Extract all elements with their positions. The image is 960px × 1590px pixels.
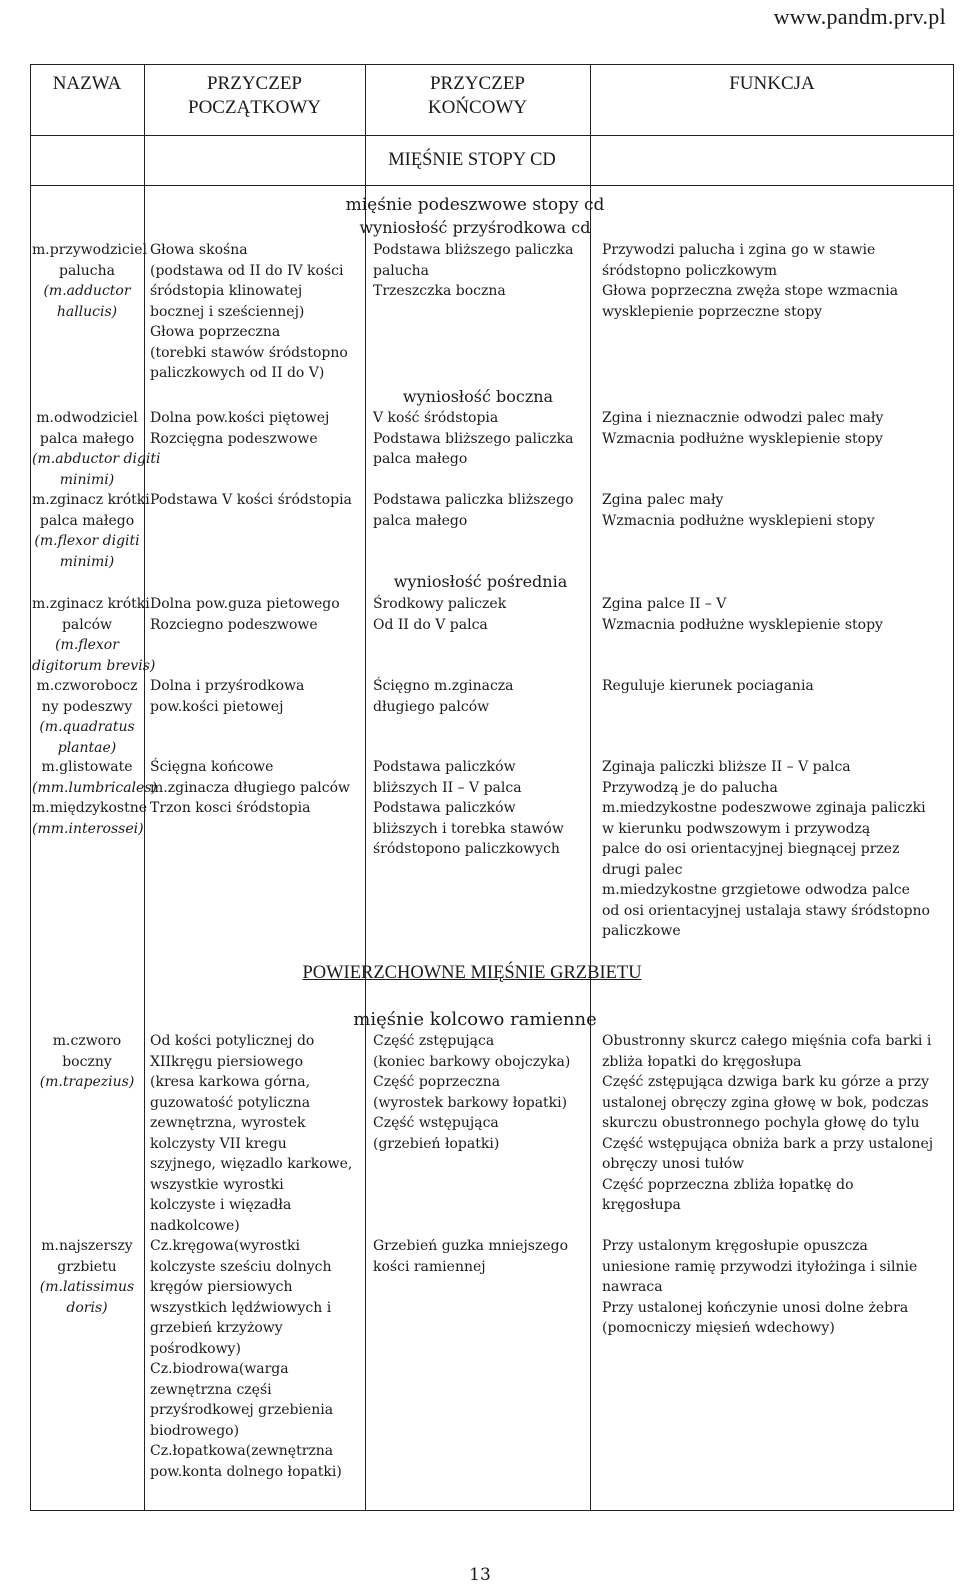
muscle-name: m.najszerszy grzbietu (m.latissimus doris) bbox=[39, 1238, 135, 1316]
function-text: Przywodzi palucha i zgina go w stawie śródstopno policzkowym Głowa poprzeczna zwęża stope wzmacnia wysklepienie poprzeczne stopy bbox=[602, 242, 899, 320]
subsection-lateral-eminence: wyniosłość boczna bbox=[402, 387, 554, 406]
function-text: Zginaja paliczki bliższe II – V palca Przywodzą je do palucha bbox=[602, 759, 851, 796]
function-text: Zgina palce II – V Wzmacnia podłużne wysklepienie stopy bbox=[602, 596, 883, 633]
subsection-medial-eminence: wyniosłość przyśrodkowa cd bbox=[359, 218, 591, 237]
origin-text: Trzon kosci śródstopia bbox=[150, 800, 311, 816]
insertion-text: V kość śródstopia Podstawa bliższego paliczka palca małego bbox=[373, 410, 574, 467]
page-number: 13 bbox=[469, 1565, 491, 1585]
header-name: NAZWA bbox=[52, 73, 122, 94]
subsection-spinohumeral: mięśnie kolcowo ramienne bbox=[353, 1009, 597, 1030]
column-divider bbox=[590, 64, 591, 1511]
website-url: www.pandm.prv.pl bbox=[773, 4, 946, 29]
header-function: FUNKCJA bbox=[729, 73, 815, 94]
insertion-text: Podstawa bliższego paliczka palucha Trzeszczka boczna bbox=[373, 242, 574, 299]
insertion-text: Grzebień guzka mniejszego kości ramiennej bbox=[373, 1238, 568, 1275]
muscle-name: m.glistowate (mm.lumbricales) bbox=[32, 759, 157, 796]
insertion-text: Podstawa paliczków bliższych II – V palca bbox=[373, 759, 522, 796]
muscle-name: m.zginacz krótki palców (m.flexor digitorum brevis) bbox=[32, 596, 156, 674]
muscle-name: m.zginacz krótki palca małego (m.flexor digiti minimi) bbox=[32, 492, 150, 570]
muscle-name: m.przywodziciel palucha (m.adductor hallucis) bbox=[32, 242, 147, 320]
subsection-middle-eminence: wyniosłość pośrednia bbox=[393, 572, 568, 591]
function-text: m.miedzykostne podeszwowe zginaja paliczki w kierunku podwszowym i przywodzą palce do osi orientacyjnej biegnącej przez drugi palec m.miedzykostne grzgietowe odwodza palce od osi orientacyjnej ustalaja stawy śródstopno paliczkowe bbox=[602, 800, 930, 939]
subsection-plantar: mięśnie podeszwowe stopy cd bbox=[345, 195, 605, 215]
origin-text: Od kości potylicznej do XIIkręgu piersiowego (kresa karkowa górna, guzowatość potyliczna zewnętrzna, wyrostek kolczysty VII kregu szyjnego, więzadlo karkowe, wszystkie wyrostki kolczyste i więzadła nadkolcowe) bbox=[150, 1033, 353, 1234]
origin-text: Dolna pow.kości piętowej Rozcięgna podeszwowe bbox=[150, 410, 330, 447]
insertion-text: Część zstępująca (koniec barkowy obojczyka) Część poprzeczna (wyrostek barkowy łopatki) Część wstępująca (grzebień łopatki) bbox=[373, 1033, 571, 1152]
origin-text: Cz.kręgowa(wyrostki kolczyste sześciu dolnych kręgów piersiowych wszystkich lędźwiowych i grzebień krzyżowy pośrodkowy) Cz.biodrowa(warga zewnętrzna częśi przyśrodkowej grzebienia biodrowego) Cz.łopatkowa(zewnętrzna pow.konta dolnego łopatki) bbox=[150, 1238, 342, 1480]
header-insertion: PRZYCZEP KOŃCOWY bbox=[427, 73, 528, 118]
origin-text: Dolna pow.guza pietowego Rozciegno podeszwowe bbox=[150, 596, 340, 633]
function-text: Reguluje kierunek pociagania bbox=[602, 678, 814, 694]
function-text: Przy ustalonym kręgosłupie opuszcza uniesione ramię przywodzi ityłożinga i silnie nawraca Przy ustalonej kończynie unosi dolne żebra (pomocniczy mięsień wdechowy) bbox=[602, 1238, 918, 1336]
function-text: Obustronny skurcz całego mięśnia cofa barki i zbliża łopatki do kręgosłupa Część zstępująca dzwiga bark ku górze a przy ustalonej obręczy zgina głowę w bok, podczas skurczu obustronnego pochyla głowę do tylu Część wstępująca obniża bark a przy ustalonej obręczy unosi tułów Część poprzeczna zbliża łopatkę do kręgosłupa bbox=[602, 1033, 934, 1213]
muscle-name: m.czworo boczny (m.trapezius) bbox=[39, 1033, 135, 1090]
origin-text: Głowa skośna (podstawa od II do IV kości śródstopia klinowatej bocznej i sześciennej) Głowa poprzeczna (torebki stawów śródstopno paliczkowych od II do V) bbox=[150, 242, 348, 381]
insertion-text: Podstawa paliczków bliższych i torebka stawów śródstopono paliczkowych bbox=[373, 800, 564, 857]
function-text: Zgina palec mały Wzmacnia podłużne wysklepieni stopy bbox=[602, 492, 875, 529]
insertion-text: Podstawa paliczka bliższego palca małego bbox=[373, 492, 574, 529]
muscle-name: m.czworobocz ny podeszwy (m.quadratus plantae) bbox=[36, 678, 138, 756]
row-divider bbox=[30, 185, 954, 186]
column-divider bbox=[365, 64, 366, 1511]
section-foot: MIĘŚNIE STOPY CD bbox=[388, 150, 556, 170]
insertion-text: Środkowy paliczek Od II do V palca bbox=[373, 596, 507, 633]
section-back: POWIERZCHOWNE MIĘŚNIE GRZBIETU bbox=[302, 963, 642, 983]
origin-text: Podstawa V kości śródstopia bbox=[150, 492, 352, 508]
muscle-name: m.odwodziciel palca małego (m.abductor digiti minimi) bbox=[32, 410, 161, 488]
row-divider bbox=[30, 135, 954, 136]
function-text: Zgina i nieznacznie odwodzi palec mały Wzmacnia podłużne wysklepienie stopy bbox=[602, 410, 884, 447]
muscle-name: m.międzykostne (mm.interossei) bbox=[32, 800, 148, 837]
insertion-text: Ścięgno m.zginacza długiego palców bbox=[373, 678, 514, 715]
header-origin: PRZYCZEP POCZĄTKOWY bbox=[188, 73, 321, 118]
origin-text: Dolna i przyśrodkowa pow.kości pietowej bbox=[150, 678, 305, 715]
origin-text: Ścięgna końcowe m.zginacza długiego palców bbox=[150, 759, 351, 796]
